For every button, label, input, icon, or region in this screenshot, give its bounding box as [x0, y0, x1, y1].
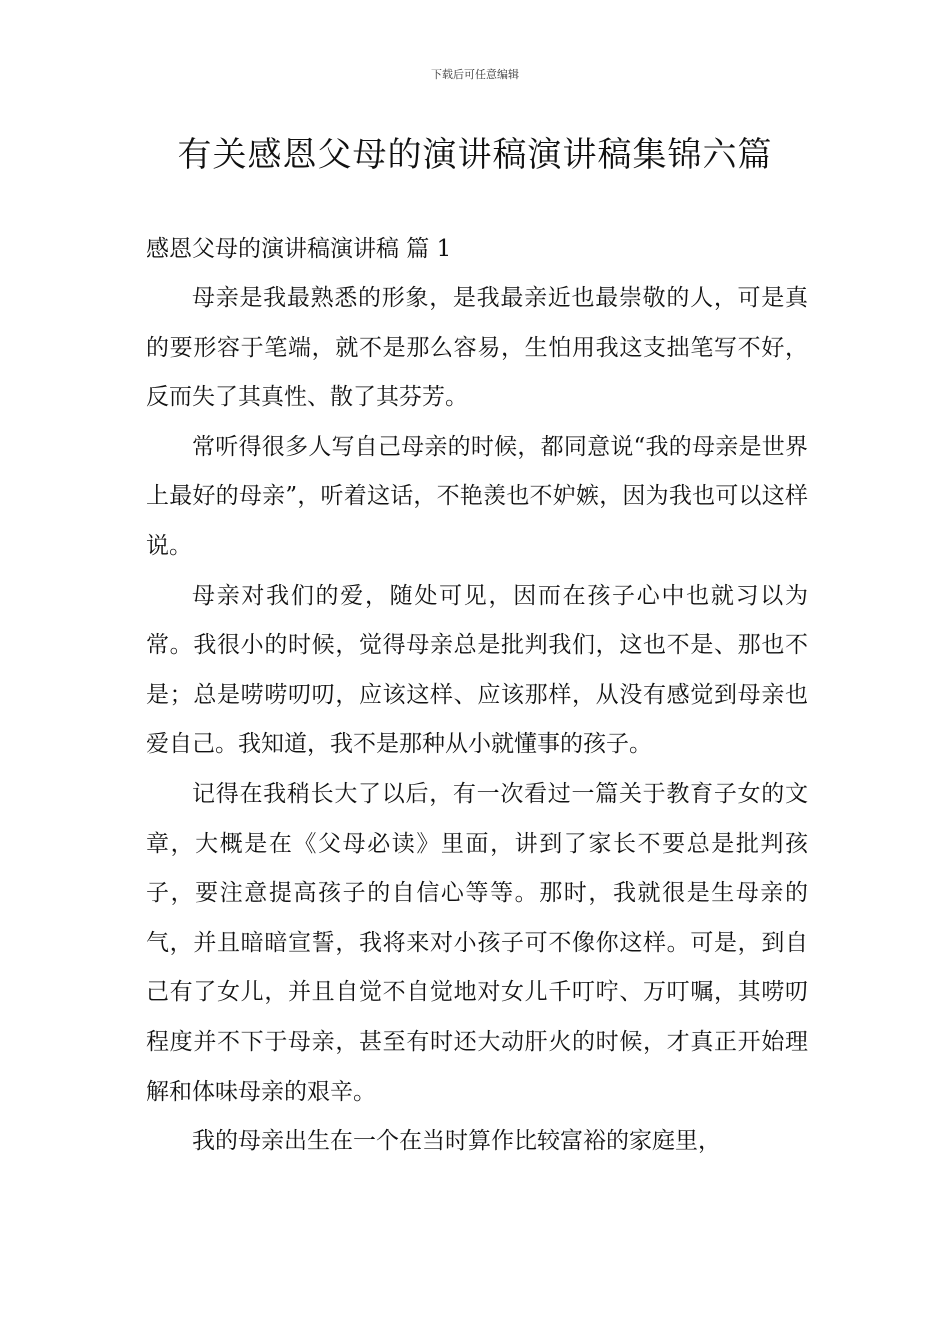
paragraph-5: 我的母亲出生在一个在当时算作比较富裕的家庭里， — [192, 1128, 721, 1155]
header-note: 下载后可任意编辑 — [431, 68, 519, 81]
document-title: 有关感恩父母的演讲稿演讲稿集锦六篇 — [177, 135, 773, 175]
paragraph-1: 母亲是我最熟悉的形象，是我最亲近也最崇敬的人，可是真的要形容于笔端，就不是那么容易，生怕用我这支拙笔写不好，反而失了其真性、散了其芬芳。 — [146, 285, 808, 411]
section-heading: 感恩父母的演讲稿演讲稿 篇 1 — [146, 236, 452, 262]
paragraph-2: 常听得很多人写自己母亲的时候，都同意说“我的母亲是世界上最好的母亲”，听着这话，不艳羡也不妒嫉，因为我也可以这样说。 — [146, 433, 808, 559]
paragraph-3: 母亲对我们的爱，随处可见，因而在孩子心中也就习以为常。我很小的时候，觉得母亲总是批判我们，这也不是、那也不是；总是唠唠叨叨，应该这样、应该那样，从没有感觉到母亲也爱自己。我知道，我不是那种从小就懂事的孩子。 — [146, 582, 808, 758]
document-body — [146, 224, 808, 1167]
paragraph-4: 记得在我稍长大了以后，有一次看过一篇关于教育子女的文章，大概是在《父母必读》里面，讲到了家长不要总是批判孩子，要注意提高孩子的自信心等等。那时，我就很是生母亲的气，并且暗暗宣誓，我将来对小孩子可不像你这样。可是，到自己有了女儿，并且自觉不自觉地对女儿千叮咛、万叮嘱，其唠叨程度并不下于母亲，甚至有时还大动肝火的时候，才真正开始理解和体味母亲的艰辛。 — [146, 780, 808, 1105]
